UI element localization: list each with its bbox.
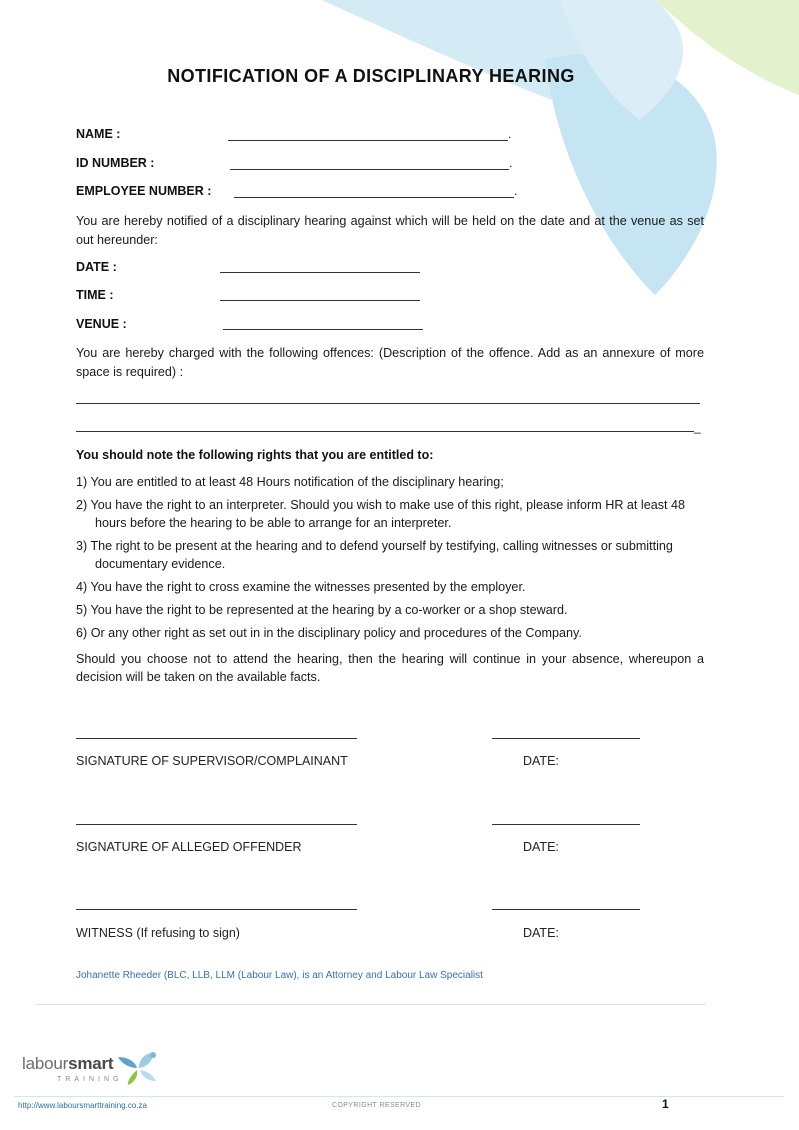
offender-date-label: DATE: <box>523 840 559 854</box>
time-label: TIME : <box>76 288 114 302</box>
venue-label: VENUE : <box>76 317 127 331</box>
date-label: DATE : <box>76 260 117 274</box>
date-field-line[interactable] <box>220 272 420 273</box>
witness-signature-line[interactable] <box>76 909 357 910</box>
rights-item: 2) You have the right to an interpreter. Should you wish to make use of this right, please inform HR at least 48 hours before the hearing to be able to arrange for an interpreter. <box>76 498 686 530</box>
charges-paragraph: You are hereby charged with the following offences: (Description of the offence. Add as an annexure of more space is required) : <box>76 346 704 379</box>
footer-website-link[interactable]: http://www.laboursmarttraining.co.za <box>18 1101 147 1110</box>
name-field-dot: . <box>508 127 512 141</box>
offender-signature-label: SIGNATURE OF ALLEGED OFFENDER <box>76 840 302 854</box>
closing-paragraph: Should you choose not to attend the hearing, then the hearing will continue in your absence, whereupon a decision will be taken on the available facts. <box>76 652 704 684</box>
venue-field-line[interactable] <box>223 329 423 330</box>
rights-item: 1) You are entitled to at least 48 Hours notification of the disciplinary hearing; <box>76 475 504 489</box>
name-field-line[interactable] <box>228 140 508 141</box>
logo-wordmark <box>22 1054 113 1074</box>
supervisor-date-label: DATE: <box>523 754 559 768</box>
offender-date-line[interactable] <box>492 824 640 825</box>
rights-item: 6) Or any other right as set out in in the disciplinary policy and procedures of the Company. <box>76 626 582 640</box>
logo-pinwheel-icon <box>115 1051 160 1085</box>
rights-item: 4) You have the right to cross examine the witnesses presented by the employer. <box>76 580 526 594</box>
footer-divider <box>36 1004 706 1005</box>
witness-date-line[interactable] <box>492 909 640 910</box>
rights-heading: You should note the following rights that you are entitled to: <box>76 448 434 462</box>
witness-signature-label: WITNESS (If refusing to sign) <box>76 926 240 940</box>
logo-word-bold: smart <box>68 1054 114 1073</box>
logo-word-light: labour <box>22 1054 69 1073</box>
id-number-label: ID NUMBER : <box>76 156 155 170</box>
notice-paragraph: You are hereby notified of a disciplinary hearing against which will be held on the date and at the venue as set out hereunder: <box>76 214 704 247</box>
id-number-field-dot: . <box>509 156 513 170</box>
employee-number-field-dot: . <box>514 184 518 198</box>
offender-signature-line[interactable] <box>76 824 357 825</box>
rights-item: 3) The right to be present at the hearing and to defend yourself by testifying, calling witnesses or submitting documentary evidence. <box>76 539 673 571</box>
employee-number-field-line[interactable] <box>234 197 514 198</box>
laboursmart-logo <box>22 1051 172 1091</box>
id-number-field-line[interactable] <box>230 169 509 170</box>
name-label: NAME : <box>76 127 121 141</box>
employee-number-label: EMPLOYEE NUMBER : <box>76 184 212 198</box>
witness-date-label: DATE: <box>523 926 559 940</box>
offence-line-2[interactable] <box>76 431 694 432</box>
page-number: 1 <box>662 1097 669 1111</box>
supervisor-signature-label: SIGNATURE OF SUPERVISOR/COMPLAINANT <box>76 754 348 768</box>
offence-line-2-end: _ <box>694 420 701 434</box>
logo-subtitle: TRAINING <box>57 1076 123 1083</box>
rights-item: 5) You have the right to be represented at the hearing by a co-worker or a shop steward. <box>76 603 568 617</box>
supervisor-signature-line[interactable] <box>76 738 357 739</box>
supervisor-date-line[interactable] <box>492 738 640 739</box>
author-credit: Johanette Rheeder (BLC, LLB, LLM (Labour Law), is an Attorney and Labour Law Specialist <box>76 970 483 981</box>
time-field-line[interactable] <box>220 300 420 301</box>
footer-copyright: COPYRIGHT RESERVED <box>332 1102 422 1109</box>
offence-line-1[interactable] <box>76 403 700 404</box>
rights-list <box>76 473 706 647</box>
document-title: NOTIFICATION OF A DISCIPLINARY HEARING <box>167 66 575 86</box>
